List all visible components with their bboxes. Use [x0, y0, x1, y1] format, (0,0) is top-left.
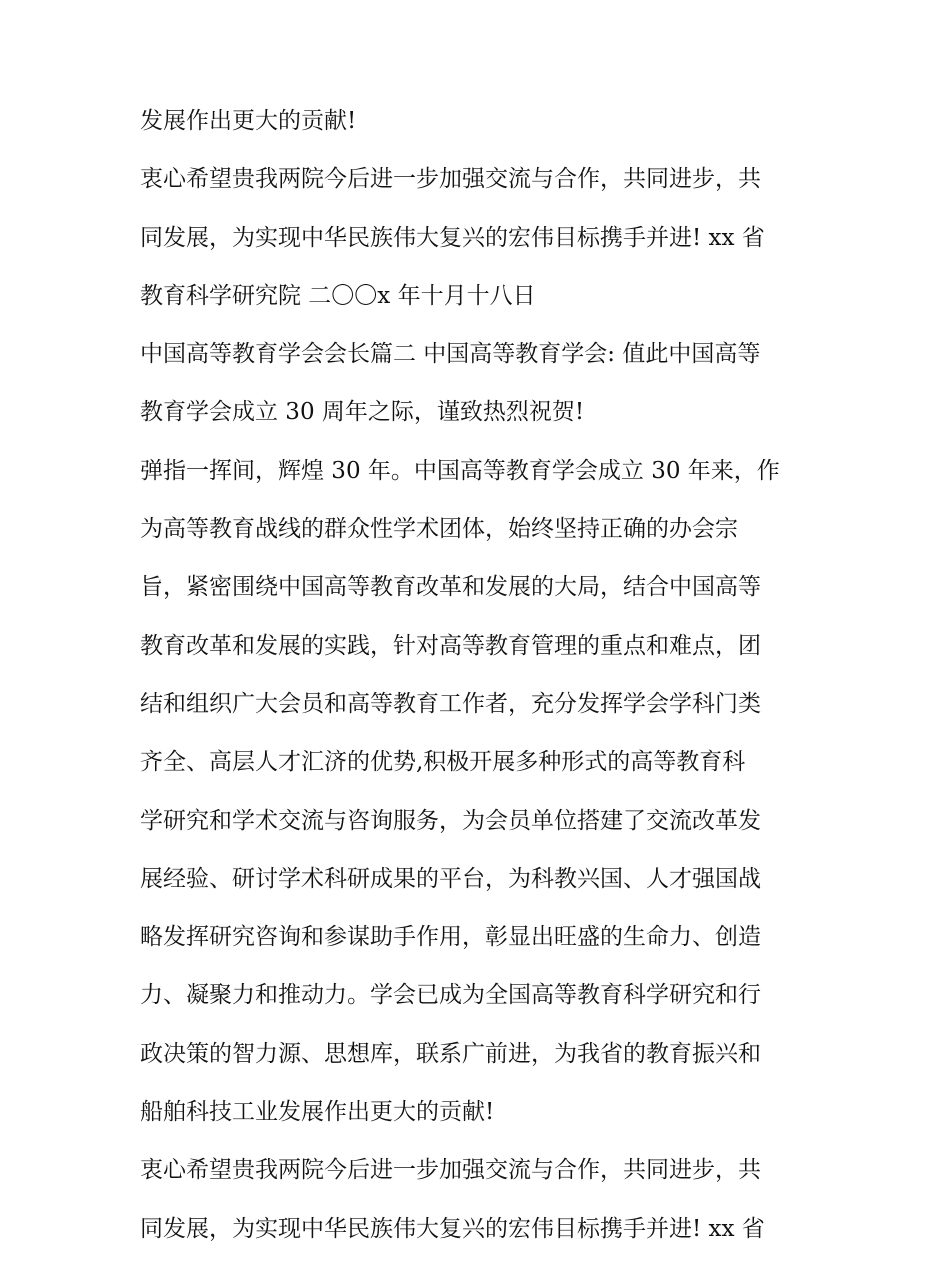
text-line: 为高等教育战线的群众性学术团体，始终坚持正确的办会宗 [140, 516, 738, 543]
text-line: 教育科学研究院 二〇〇x 年十月十八日 [140, 282, 536, 309]
text-line: 学研究和学术交流与咨询服务，为会员单位搭建了交流改革发 [140, 807, 761, 834]
text-line: 略发挥研究咨询和参谋助手作用，彰显出旺盛的生命力、创造 [140, 924, 761, 951]
text-line: 衷心希望贵我两院今后进一步加强交流与合作，共同进步，共 [140, 1157, 761, 1184]
text-line: 弹指一挥间，辉煌 30 年。中国高等教育学会成立 30 年来，作 [140, 457, 780, 484]
text-line: 教育改革和发展的实践，针对高等教育管理的重点和难点，团 [140, 632, 761, 659]
text-line: 发展作出更大的贡献! [140, 108, 357, 134]
text-line: 船舶科技工业发展作出更大的贡献! [140, 1099, 495, 1126]
body-text [140, 110, 840, 1276]
text-line: 旨，紧密围绕中国高等教育改革和发展的大局，结合中国高等 [140, 574, 761, 601]
text-line: 齐全、高层人才汇济的优势,积极开展多种形式的高等教育科 [140, 749, 746, 776]
text-line: 展经验、研讨学术科研成果的平台，为科教兴国、人才强国战 [140, 865, 761, 892]
text-line: 衷心希望贵我两院今后进一步加强交流与合作，共同进步，共 [140, 166, 761, 193]
text-line: 同发展，为实现中华民族伟大复兴的宏伟目标携手并进! xx 省 [140, 224, 765, 251]
text-line: 政决策的智力源、思想库，联系广前进，为我省的教育振兴和 [140, 1040, 761, 1067]
text-line: 教育学会成立 30 周年之际，谨致热烈祝贺! [140, 399, 585, 426]
text-line: 中国高等教育学会会长篇二 中国高等教育学会: 值此中国高等 [140, 341, 761, 368]
text-line: 结和组织广大会员和高等教育工作者，充分发挥学会学科门类 [140, 690, 761, 717]
text-line: 同发展，为实现中华民族伟大复兴的宏伟目标携手并进! xx 省 [140, 1215, 765, 1242]
text-line: 力、凝聚力和推动力。学会已成为全国高等教育科学研究和行 [140, 982, 761, 1009]
